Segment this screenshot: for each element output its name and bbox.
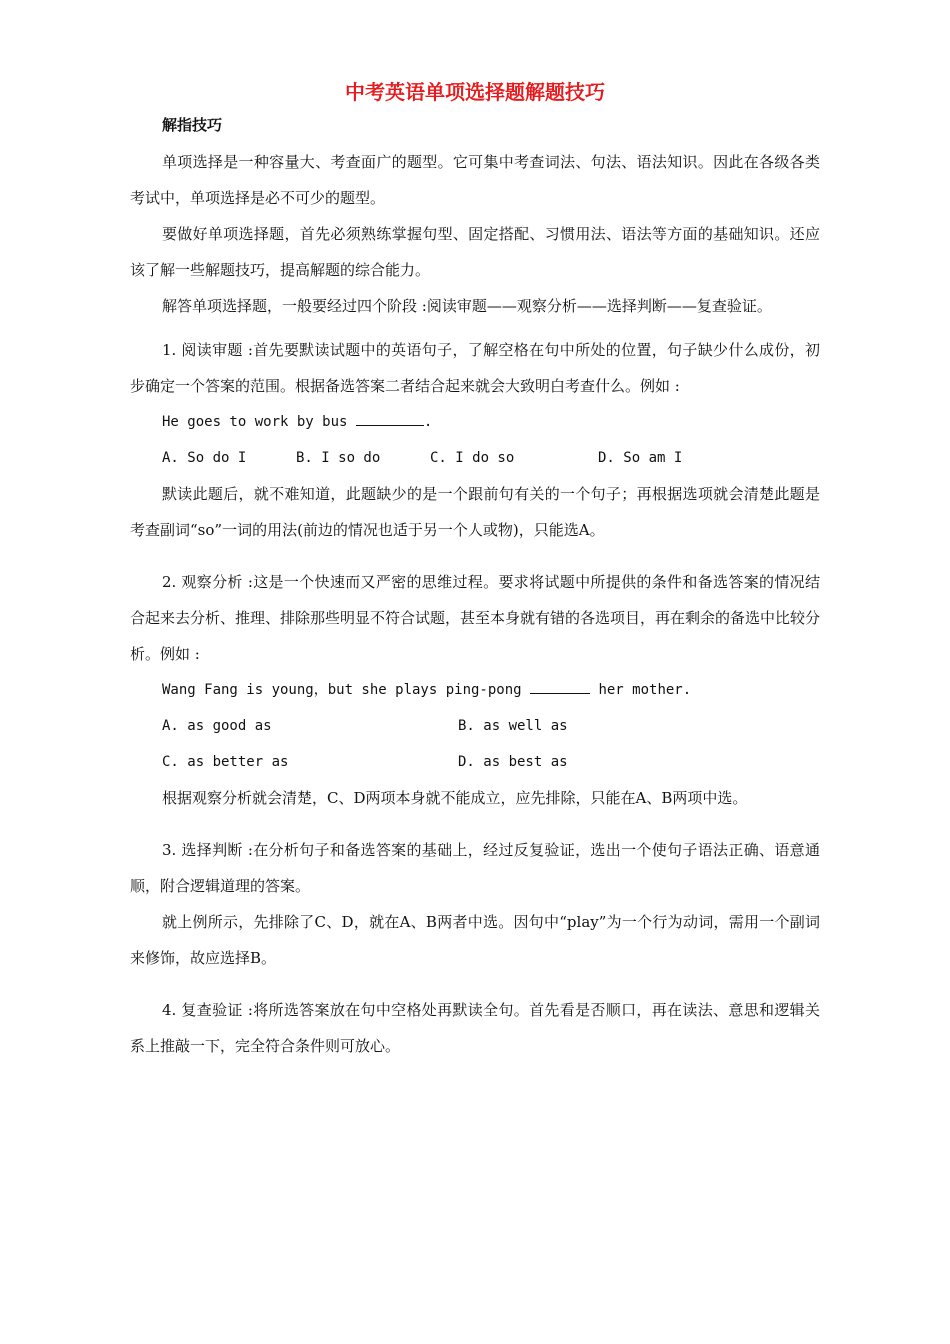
intro-paragraph-2: 要做好单项选择题，首先必须熟练掌握句型、固定搭配、习惯用法、语法等方面的基础知识。还应该了解一些解题技巧，提高解题的综合能力。 [130, 225, 820, 279]
step2-options-row-2 [130, 744, 820, 780]
step2-example-start: Wang Fang is young，but she plays ping-pong [162, 682, 522, 698]
document-page [130, 72, 820, 1064]
step1-example-end: . [423, 414, 433, 430]
step1-example-text: He goes to work by bus [162, 414, 348, 430]
answer-blank [356, 411, 424, 426]
step1-options [130, 440, 820, 476]
step2-paragraph: 2. 观察分析 :这是一个快速而又严密的思维过程。要求将试题中所提供的条件和备选答案的情况结合起来去分析、推理、排除那些明显不符合试题，甚至本身就有错的各选项目，再在剩余的备选中比较分析。例如 : [130, 573, 821, 663]
step1-paragraph: 1. 阅读审题 :首先要默读试题中的英语句子，了解空格在句中所处的位置，句子缺少什么成份，初步确定一个答案的范围。根据备选答案二者结合起来就会大致明白考查什么。例如 : [130, 341, 820, 395]
step4-paragraph: 4. 复查验证 :将所选答案放在句中空格处再默读全句。首先看是否顺口，再在读法、意思和逻辑关系上推敲一下，完全符合条件则可放心。 [130, 1001, 820, 1055]
option-c: C. as better as [162, 754, 289, 770]
document-title: 中考英语单项选择题解题技巧 [345, 80, 605, 104]
option-d: D. as best as [458, 754, 568, 770]
step2-options-row-1 [130, 708, 820, 744]
step2-example-end: her mother. [598, 682, 692, 698]
option-a: A. So do I [162, 450, 247, 466]
answer-blank [530, 679, 590, 694]
option-b: B. as well as [458, 718, 568, 734]
step1-example [130, 404, 820, 440]
step3-explanation: 就上例所示，先排除了C、D，就在A、B两者中选。因句中“play”为一个行为动词，需用一个副词来修饰，故应选择B。 [130, 913, 820, 967]
option-d: D. So am I [598, 450, 683, 466]
option-a: A. as good as [162, 718, 272, 734]
section-heading: 解指技巧 [162, 116, 223, 134]
step3-paragraph: 3. 选择判断 :在分析句子和备选答案的基础上，经过反复验证，选出一个使句子语法正确、语意通顺，附合逻辑道理的答案。 [130, 841, 820, 895]
option-b: B. I so do [296, 450, 381, 466]
option-c: C. I do so [430, 450, 515, 466]
step2-explanation: 根据观察分析就会清楚，C、D两项本身就不能成立，应先排除，只能在A、B两项中选。 [162, 789, 748, 807]
step2-example [130, 672, 820, 708]
intro-paragraph-3: 解答单项选择题，一般要经过四个阶段 :阅读审题——观察分析——选择判断——复查验证。 [162, 297, 772, 315]
intro-paragraph-1: 单项选择是一种容量大、考查面广的题型。它可集中考查词法、句法、语法知识。因此在各级各类考试中，单项选择是必不可少的题型。 [130, 153, 820, 207]
step1-explanation: 默读此题后，就不难知道，此题缺少的是一个跟前句有关的一个句子；再根据选项就会清楚此题是考查副词“so”一词的用法(前边的情况也适于另一个人或物)，只能选A。 [130, 485, 820, 539]
